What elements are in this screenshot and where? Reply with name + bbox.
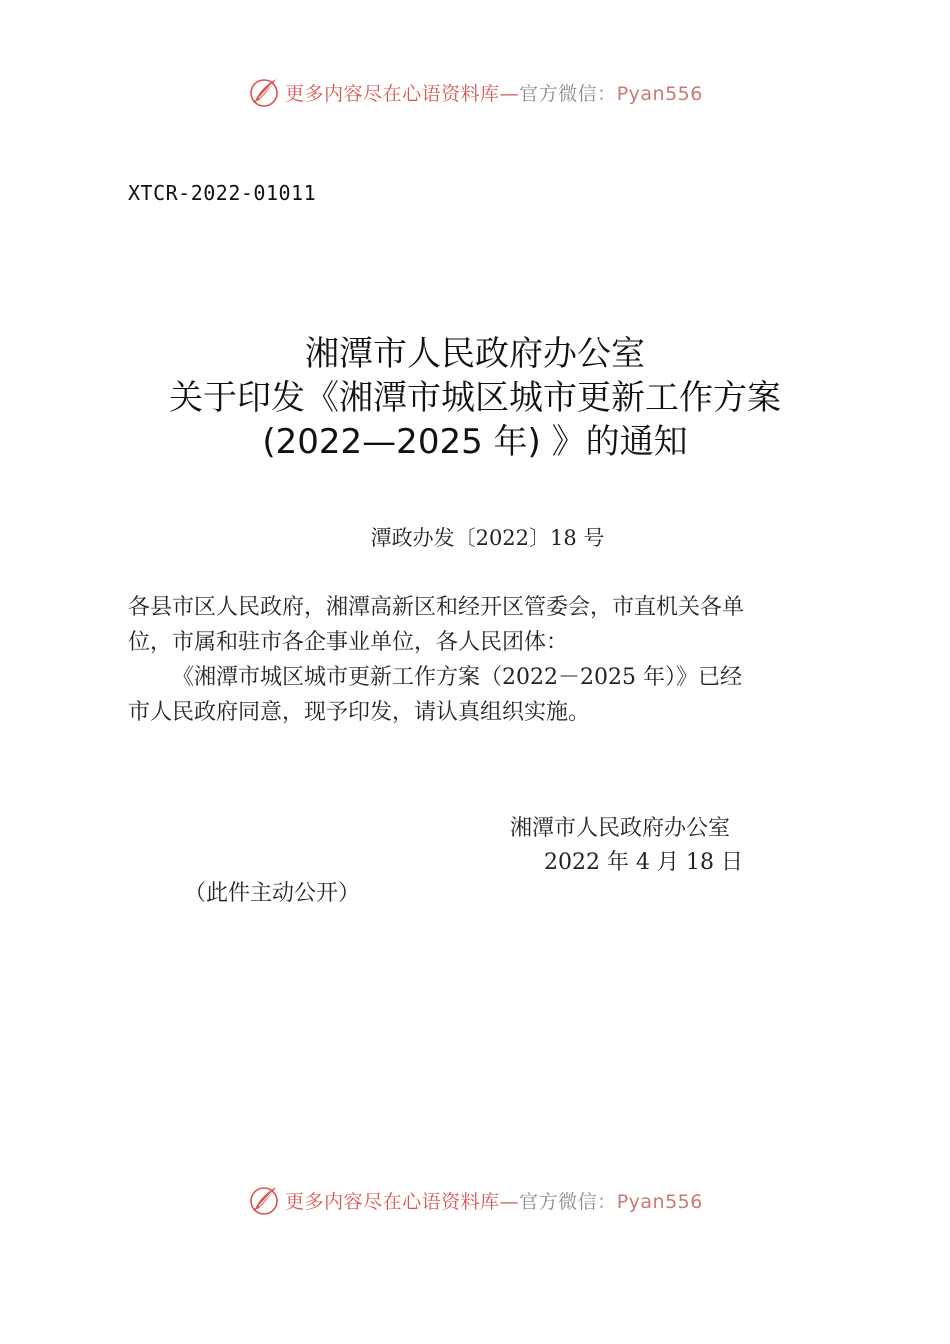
watermark-header [0,72,950,112]
body-line: 位，市属和驻市各企事业单位，各人民团体： [128,630,569,655]
title-line-2: 关于印发《湘潭市城区城市更新工作方案 [169,378,781,418]
watermark-dash: — [499,1190,520,1213]
watermark-text [285,1187,703,1214]
body-line: 各县市区人民政府，湘潭高新区和经开区管委会，市直机关各单 [128,595,745,620]
watermark-brand: 更多内容尽在心语资料库 [285,82,500,105]
body-line: 《湘潭市城区城市更新工作方案（2022－2025 年）》已经 [172,665,742,690]
signature-org: 湘潭市人民政府办公室 [510,816,731,841]
title-line-3: (2022—2025 年) 》的通知 [262,422,688,462]
watermark-wechat-label: 官方微信： [519,1190,617,1213]
watermark-brand: 更多内容尽在心语资料库 [285,1190,500,1213]
title-line-1: 湘潭市人民政府办公室 [305,334,645,374]
document-body [128,590,828,730]
watermark-wechat-id: Pyan556 [616,1190,703,1213]
signature-block [510,812,743,880]
public-note: （此件主动公开） [184,881,361,906]
document-number: 潭政办发〔2022〕18 号 [370,526,605,550]
document-code: XTCR-2022-01011 [128,181,317,205]
watermark-wechat-label: 官方微信： [519,82,617,105]
body-line: 市人民政府同意，现予印发，请认真组织实施。 [128,700,591,725]
watermark-text [285,79,703,106]
document-title [0,332,950,464]
quill-logo-icon [247,75,281,109]
signature-date: 2022 年 4 月 18 日 [544,850,743,875]
watermark-dash: — [499,82,520,105]
quill-logo-icon [247,1183,281,1217]
watermark-footer [0,1180,950,1220]
watermark-wechat-id: Pyan556 [616,82,703,105]
